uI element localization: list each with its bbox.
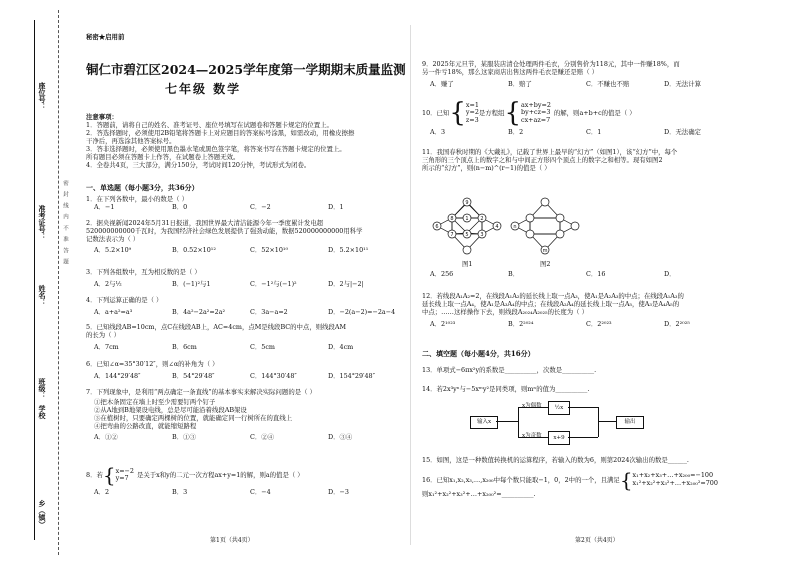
option-c: C．5cm [250,343,275,351]
class-label: 班级： [38,378,47,399]
q16-stem: 16．已知x₁,x₂,x₃,…,x₂₀₀中每个数只能取−1，0，2中的一个，且满足 [422,476,620,484]
page-subtitle: 七年级 数学 [165,82,242,96]
option-d: D．2²⁰²⁵ [664,320,690,328]
option-d: D．无法确定 [664,128,702,136]
secret-label: 秘密★启用前 [86,33,125,41]
brace-icon: { [449,98,466,128]
question-stem-line3: 所示的“幻方”，则(n−m)^(r−1)的值是（ ） [422,164,551,172]
option-a: A．赚了 [430,80,454,88]
flow-branch-bottom [518,437,548,438]
question-stem: 1．在下列各数中，最小的数是（ ） [86,195,188,203]
option-b: B．3 [172,488,188,496]
figure-2 [511,198,579,254]
option-a: A．144°29′48″ [94,372,141,380]
statement-3: ③在植树时，只要确定两棵树的位置，就能确定同一行树所在的直线上 [94,414,293,422]
question-2 [86,219,388,254]
option-a: A．256 [430,270,454,278]
exam-number-label: 准考证号： [38,205,47,240]
option-b: B．赔了 [508,80,532,88]
brace-icon: { [504,98,521,128]
statement-2: ②从A地到B地架设电线，总是尽可能沿着线段AB架设 [94,406,247,414]
question-stem: 11．我国春秋时期的《大戴礼》，记载了世界上最早的“幻方”（如图1），该“幻方”中，每个 [422,148,678,156]
option-b: B．①③ [172,433,196,441]
question-stem: 2．据央视新闻2024年5月31日报道，我国世界最大清洁能源今年一季度累计发电超 [86,219,324,227]
option-c: C．3a−a=2 [250,308,288,316]
fig1-node: 3 [480,232,484,238]
flow-add-box: x+9 [548,431,570,445]
q8-y: y=7 [115,474,129,482]
question-9 [422,60,724,88]
question-stem: 5．已知线段AB=10cm，点C在线段AB上，AC=4cm，点M是线段BC的中点，则线段AM [86,323,347,331]
question-stem: 9．2025年元旦节，某服装店清仓处理两件毛衣，分别售价为118元，其中一件赚18%，而 [422,60,680,68]
option-d: D．③④ [328,433,353,441]
q8-pre: 8．若 [86,471,103,479]
option-c: C．52×10¹⁰ [250,246,289,254]
figure-1 [433,198,501,254]
option-c: C．−1²与(−1)² [250,280,297,288]
option-d: D．5.2×10¹¹ [328,246,369,254]
section2-heading: 二、填空题（每小题4分，共16分） [422,349,535,358]
fig1-node: 5 [465,232,469,238]
option-a: A．7cm [94,343,119,351]
q10-sys1-line: x=1 [465,100,479,109]
option-d: D．1 [328,203,344,211]
option-a: A．3 [430,128,446,136]
section1-heading: 一、单选题（每小题3分，共36分） [86,183,199,192]
option-b: B．6cm [172,343,197,351]
q10-pre: 10．已知 [422,109,450,117]
notice-item: 4．全卷共4页，三大部分，满分150分，考试时间120分钟，考试形式为闭卷。 [86,161,311,169]
q10-sys1-line: y=2 [465,108,479,117]
fig1-node: 6 [435,224,439,230]
question-11 [422,148,677,172]
question-stem-line2: 延长线上取一点A₄，使A₁是A₃A₄的中点；在线段A₂A₄的延长线上取一点A₅，使A₃是A₄A₅的 [422,300,680,308]
option-a: A．2与½ [94,280,122,288]
notice-item: 2．答选择题时，必须使用2B铅笔将答题卡上对应题目的答案标号涂黑，如需改动，用橡皮擦擦 [86,129,355,137]
question-6 [86,360,388,380]
q8-x: x=−2 [115,466,134,475]
q10-mid: 是方程组 [478,109,505,117]
brace-icon: { [102,463,116,487]
option-b: B．(−1)²与1 [172,280,211,288]
notice-heading: 注意事项： [86,113,118,121]
option-d: D．−2(a−2)=−2a−4 [328,308,396,316]
notice-list [86,121,354,169]
name-label: 姓名： [38,285,47,306]
option-c: C．−4 [250,488,271,496]
question-16 [422,470,718,498]
flow-diagram [470,400,690,446]
question-4 [86,296,396,316]
question-11-options [430,270,724,278]
option-a: A．2 [94,488,110,496]
q16-sys-line: x₁+x₂+x₃+…+x₂₀₀=−100 [632,471,714,480]
flow-odd-label: x为奇数 [522,433,542,439]
town-label: 乡（镇） [38,500,47,528]
option-d: D．4cm [328,343,354,351]
question-stem: 7．下列现象中，是利用“两点确定一条直线”的基本事实来解决实际问题的是（ ） [86,388,316,396]
question-8 [86,465,388,496]
seal-text: 密 封 线 内 不 准 答 题 [62,180,68,267]
question-stem-line2: 另一件亏18%，那么这家商店出售这两件毛衣是赚还是赔（ ） [422,68,599,76]
question-stem: 3．下列各组数中，互为相反数的是（ ） [86,268,201,276]
option-c: C．144°30′48″ [250,372,297,380]
question-stem-line2: 三角形的三个顶点上的数字之和与中间正方形四个顶点上的数字之和相等。现有如图2 [422,156,663,164]
q10-sys2-line: ax+by=2 [521,100,551,109]
q8-post: 是关于x和y的二元一次方程ax+y=1的解，则a的值是（ ） [136,471,304,479]
flow-branch-line [518,407,519,437]
flow-merge-top [568,407,598,408]
seat-label: 座位号： [38,82,47,110]
option-a: A．①② [94,433,118,441]
notice-item: 干净后，再选涂其他答案标号。 [86,137,176,145]
page-title: 铜仁市碧江区2024—2025学年度第一学期期末质量监测 [86,62,406,77]
question-5 [86,323,388,351]
fig1-node: 4 [495,224,499,230]
question-stem-line2: 的长为（ ） [86,331,120,339]
option-b: B． [508,270,520,278]
option-b: B．2²⁰²⁴ [508,320,534,328]
seal-dashed-line [58,10,59,555]
question-15: 15．如图，这是一种数值转换机的运算程序，若输入的数为6，则第2024次输出的数是______. [422,456,689,464]
flow-merge-line [598,407,599,437]
statement-4: ④把弯曲的公路改直，就能缩短路程 [94,422,197,430]
question-13: 13．单项式−6πx²y的系数是__________，次数是__________. [422,366,597,374]
option-d: D．−3 [328,488,349,496]
fig1-node: 1 [465,216,469,222]
option-c: C．16 [586,270,606,278]
option-c: C．−2 [250,203,271,211]
question-7 [86,388,388,441]
option-c: C．②④ [250,433,275,441]
statement-1: ①把木条固定在墙上时至少需要钉两个钉子 [94,398,216,406]
flow-arrow [598,421,616,422]
option-a: A．a+a²=a³ [94,308,133,316]
question-12 [422,292,724,328]
q16-ask: 则x₁²+x₂²+x₃²+…+x₂₀₀²=__________. [422,490,536,498]
footer-page-2: 第2页（共4页） [575,537,619,544]
question-stem: 4．下列运算正确的是（ ） [86,296,163,304]
flow-branch-top [518,407,548,408]
binding-sidebar [0,0,74,561]
q16-sys-line: x₁²+x₂²+x₃²+…+x₂₀₀²=700 [632,479,718,487]
option-c: C．2²⁰²³ [586,320,612,328]
fig1-node: 7 [450,232,454,238]
q10-sys2-line: cx+az=7 [521,115,551,124]
flow-half-box: ½x [548,401,570,415]
flow-merge-bottom [568,437,598,438]
question-stem-line3: 中点；……这样操作下去，则线段A₂₀₂₄A₂₀₂₅的长度为（ ） [422,308,588,316]
flow-arrow [496,421,518,422]
option-d: D． [664,270,676,278]
fig1-node: 9 [465,200,469,206]
flow-input-box: 输入x [470,416,498,429]
flow-output-box: 输出 [616,416,644,429]
question-stem: 6．已知∠α=35°30′12″，则∠α的补角为（ ） [86,360,219,368]
fig1-node: 2 [480,216,484,222]
option-b: B．2 [508,128,524,136]
question-14: 14．若2x³yⁿ与−5xᵐy²是同类项，则mⁿ的值为__________. [422,385,590,393]
option-b: B．0.52×10¹² [172,246,216,254]
option-b: B．54°29′48″ [172,372,215,380]
figure-1-label: 图1 [462,260,473,268]
fig1-node: 8 [450,216,454,222]
magic-figures [432,196,592,258]
flow-even-label: x为偶数 [522,403,542,409]
option-d: D．154°29′48″ [328,372,376,380]
question-stem-line3: 记数法表示为（ ） [86,235,140,243]
fig2-node-m: m [542,248,548,254]
option-a: A．2¹⁰²³ [430,320,456,328]
option-c: C．不赚也不赔 [586,80,630,88]
brace-icon: { [619,468,633,492]
figure-2-label: 图2 [540,260,551,268]
notice-item: 1．答题前，请将自己的姓名、准考证号、座位号填写在试题卷和答题卡规定的位置上。 [86,121,333,129]
fig2-node-n: n [513,224,517,230]
option-c: C．1 [586,128,602,136]
option-b: B．4a²−2a²=2a² [172,308,226,316]
option-a: A．−1 [94,203,115,211]
q10-sys2-line: by+cz=3 [521,108,551,117]
page-divider [410,25,411,545]
question-1 [86,195,388,211]
question-stem-line2: 520000000000千瓦时，为我国经济社会绿色发展提供了强劲动能，数据520000000000用科学 [86,227,363,235]
school-label: 学校 [38,405,47,419]
option-d: D．2与|−2| [328,280,364,288]
footer-page-1: 第1页（共4页） [210,537,254,544]
option-d: D．无法计算 [664,80,702,88]
option-b: B．0 [172,203,188,211]
notice-item: 所有题目必须在答题卡上作答，在试题卷上答题无效。 [86,153,240,161]
question-3 [86,268,388,288]
question-10 [422,100,724,136]
sidebar-line [34,20,35,540]
option-a: A．5.2×10⁹ [94,246,132,254]
q10-sys1-line: z=3 [465,115,479,124]
question-stem: 12．若线段A₁A₂=2，在线段A₁A₂的延长线上取一点A₃，使A₁是A₂A₃的中点；在线段A₁A₃的 [422,292,684,300]
q10-post: 的解，则a+b+c的值是（ ） [553,109,636,117]
notice-item: 3．答非选择题时，必须使用黑色墨水笔或黑色签字笔，将答案书写在答题卡规定的位置上。 [86,145,346,153]
